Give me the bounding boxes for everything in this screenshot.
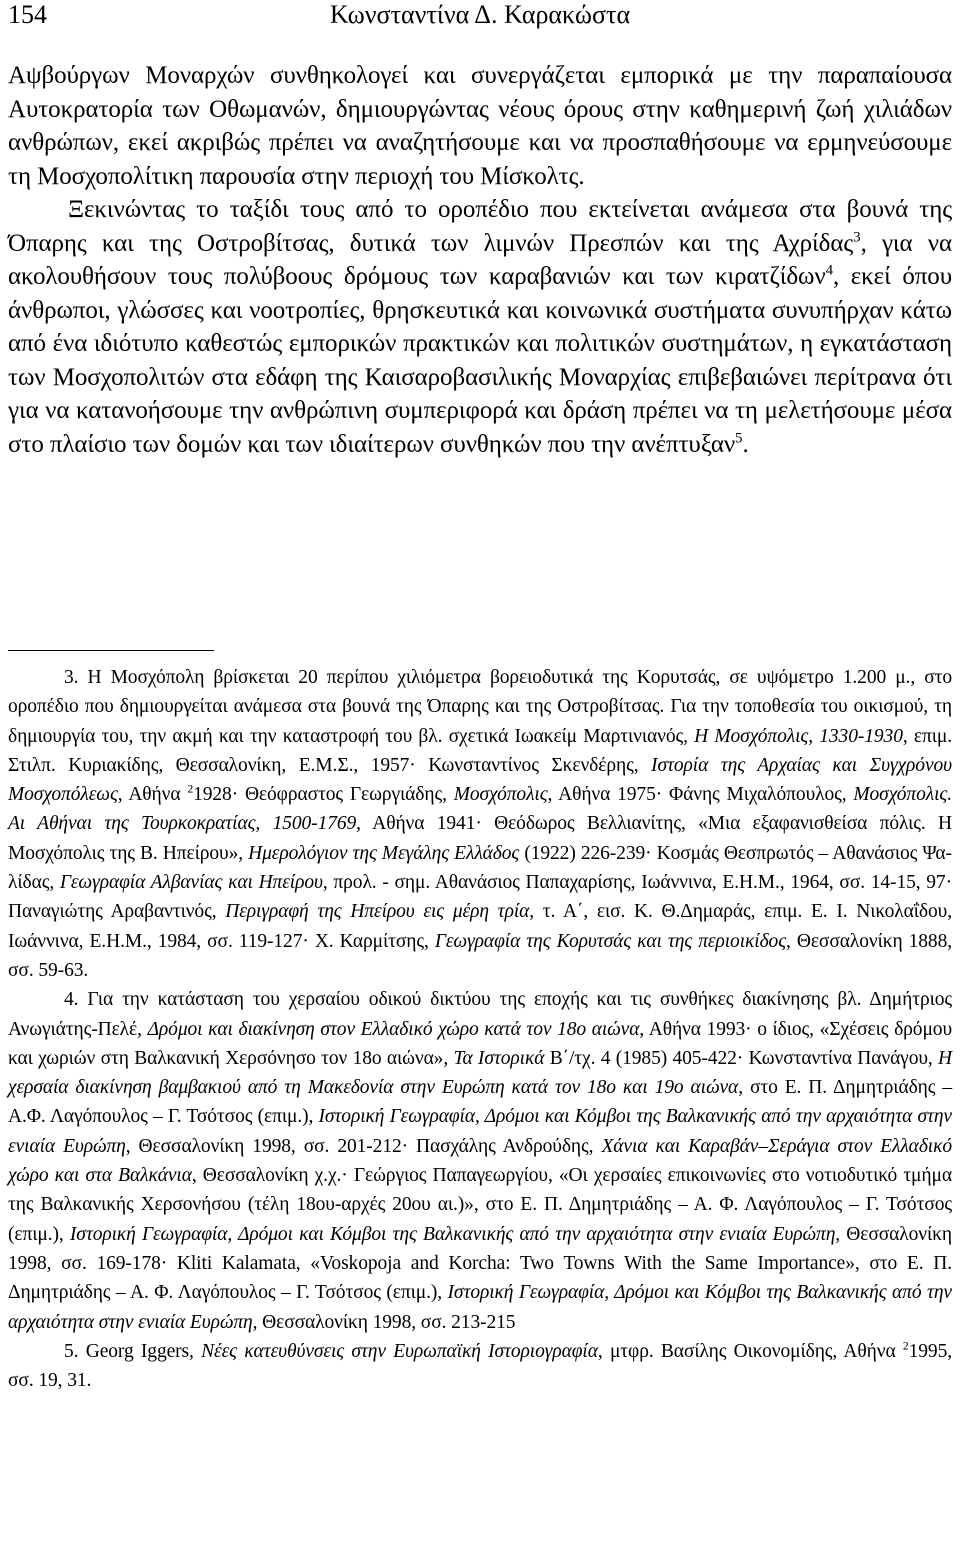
text-run: , Αθήνα 1941· Θεόδωρος Βελλιανίτης, «Μια εξαφανισθείσα πόλις. Η Μοσχόπολις της Β. Ηπείρου», [8, 813, 952, 864]
footnote-ref[interactable]: 4 [825, 262, 833, 279]
title-run: Μοσχόπολις [453, 784, 548, 806]
text-run: , Αθήνα [117, 784, 188, 806]
text-run: , Θεσσαλονίκη 1998, σσ. 201-212· Πασχάλης Ανδρούδης, [125, 1135, 602, 1157]
title-run: Δρόμοι και διακίνηση στον Ελλαδικό χώρο κατά τον 18ο αιώνα [147, 1018, 640, 1040]
text-run: , τ. Α΄, εισ. Κ. Θ.Δημαράς, επιμ. Ε. Ι. Νικολαΐδου, Ιωάννινα, Ε.Η.Μ., 1984, σσ. 119-127· Χ. Καρμίτσης, [8, 901, 952, 952]
text-run: , προλ. - σημ. Αθανάσιος Παπαχαρίσης, Ιωάννινα, Ε.Η.Μ., 1964, σσ. 14-15, 97· Παναγιώτης Αραβαντινός, [8, 872, 952, 923]
footnote-3 [8, 663, 952, 985]
footnote-4 [8, 985, 952, 1337]
title-run: Η Μοσχόπολις, 1330-1930 [694, 725, 903, 747]
title-run: Ιστορική Γεωγραφία, Δρόμοι και Κόμβοι της Βαλκανικής από την αρχαιότητα στην ενιαία Ευρώπη [8, 1282, 952, 1333]
text-run: , μτφρ. Βασίλης Οικονομίδης, Αθήνα [597, 1340, 903, 1362]
title-run: Μοσχόπολις. Αι Αθήναι της Τουρκοκρατίας, 1500-1769 [8, 784, 952, 835]
paragraph: Αψβούργων Μοναρχών συνθηκολογεί και συνεργάζεται εμπορικά με την παραπαίουσα Αυτοκρατορία των Οθωμανών, δημιουργώντας νέους όρους στην καθημερινή ζωή χιλιάδων ανθρώπων, εκεί ακριβώς πρέπει να αναζητήσουμε και να προσπαθήσουμε να ερμηνεύσουμε τη Μοσχοπολίτικη παρουσία στην περιοχή του Μίσκολτς. [8, 62, 952, 190]
text-run: , επιμ. Στιλπ. Κυριακίδης, Θεσσαλονίκη, Ε.Μ.Σ., 1957· Κωνσταντίνος Σκενδέρης, [8, 725, 952, 776]
text-run: , Θεσσαλονίκη 1998, σσ. 169-178· Kliti Kalamata, «Voskopoja and Korcha: Two Towns With the Same Importance», στο Ε. Π. Δημητριάδης – Α. Φ. Λαγόπουλος – Γ. Τσότσος (επιμ.), [8, 1223, 952, 1304]
title-run: Ιστορία της Αρχαίας και Συγχρόνου Μοσχοπόλεως [8, 754, 953, 806]
text-run: , στο Ε. Π. Δημητριάδης – Α.Φ. Λαγόπουλος – Γ. Τσότσος (επιμ.), [8, 1077, 952, 1128]
text-run: . [742, 430, 749, 458]
text-run: 1995, σσ. 19, 31. [8, 1340, 953, 1392]
edition-sup: 2 [902, 1339, 909, 1353]
title-run: Γεωγραφία της Κορυτσάς και της περιοικίδος [434, 930, 787, 952]
text-run: , Θεσσαλονίκη 1998, σσ. 213-215 [252, 1311, 516, 1333]
running-title: Κωνσταντίνα Δ. Καρακώστα [329, 0, 631, 29]
title-run: Ιστορική Γεωγραφία, Δρόμοι και Κόμβοι της Βαλκανικής από την αρχαιότητα στην ενιαία Ευρώπη [8, 1106, 952, 1157]
text-run: 1928· Θεόφραστος Γεωργιάδης, [193, 784, 454, 806]
footnote-separator [8, 650, 214, 651]
text-run: , Θεσσαλονίκη 1888, σσ. 59-63. [8, 930, 952, 981]
text-run: 4. Για την κατάσταση του χερσαίου οδικού δικτύου της εποχής και τις συνθήκες διακίνησης βλ. Δημήτριος Ανωγιάτης-Πελέ, [8, 989, 952, 1040]
paragraph [8, 193, 952, 461]
text-run: , Θεσσαλονίκη χ.χ.· Γεώργιος Παπαγεωργίου, «Οι χερσαίες επικοινωνίες στο νοτιοδυτικό τμήμα της Βαλκανικής Χερσονήσου (τέλη 18ου-αρχές 20ου αι.)», στο Ε. Π. Δημητριάδης – Α. Φ. Λαγόπουλος – Γ. Τσότσος (επιμ.), [8, 1165, 952, 1245]
title-run: Τα Ιστορικά [453, 1047, 545, 1069]
text-run: 5. Georg Iggers, [64, 1340, 202, 1362]
footnotes [8, 663, 952, 1395]
title-run: Γεωγραφία Αλβανίας και Ηπείρου [59, 872, 323, 894]
text-run: Β΄/τχ. 4 (1985) 405-422· Κωνσταντίνα Πανάγου, [544, 1047, 939, 1069]
title-run: Ημερολόγιον της Μεγάλης Ελλάδος [248, 842, 520, 864]
text-run: Ξεκινώντας το ταξίδι τους από το οροπέδιο που εκτείνεται ανάμεσα στα βουνά της Όπαρης και της Οστροβίτσας, δυτικά των λιμνών Πρεσπών και της Αχρίδας [8, 196, 952, 257]
title-run: Νέες κατευθύνσεις στην Ευρωπαϊκή Ιστοριογραφία [201, 1340, 598, 1362]
text-run: , Αθήνα 1975· Φάνης Μιχαλόπουλος, [547, 784, 854, 806]
footnote-5 [8, 1337, 952, 1396]
title-run: Η χερσαία διακίνηση βαμβακιού από τη Μακεδονία στην Ευρώπη κατά τον 18ο και 19ο αιώνα [8, 1047, 953, 1099]
text-run: , Αθήνα 1993· ο ίδιος, «Σχέσεις δρόμου και χωριών στη Βαλκανική Χερσόνησο τον 18ο αιώνα», [8, 1018, 952, 1069]
text-run: , για να ακολουθήσουν τους πολύβοους δρόμους των καραβανιών και των κιρατζίδων [8, 229, 952, 290]
title-run: Ιστορική Γεωγραφία, Δρόμοι και Κόμβοι της Βαλκανικής από την αρχαιότητα στην ενιαία Ευρώπη [69, 1223, 836, 1245]
footnote-ref[interactable]: 3 [853, 229, 861, 246]
title-run: Περιγραφή της Ηπείρου εις μέρη τρία [225, 901, 530, 923]
main-text [8, 59, 952, 461]
footnote-ref[interactable]: 5 [735, 430, 743, 447]
text-run: (1922) 226-239· Κοσμάς Θεσπρωτός – Αθανάσιος Ψαλίδας, [8, 842, 952, 894]
text-run: , εκεί όπου άνθρωποι, γλώσσες και νοοτροπίες, θρησκευτικά και κοινωνικά συστήματα συνυπήρχαν κάτω από ένα ιδιότυπο καθεστώς εμπορικών πρακτικών και πολιτικών συστημάτων, η εγκατάσταση των Μοσχοπολιτών στα εδάφη της Καισαροβασιλικής Μοναρχίας επιβεβαιώνει περίτρανα ότι για να κατανοήσουμε την ανθρώπινη συμπεριφορά και δράση πρέπει να τη μελετήσουμε μέσα στο πλαίσιο των δομών και των ιδιαίτερων συνθηκών που την ανέπτυξαν [8, 263, 952, 458]
edition-sup: 2 [187, 782, 194, 796]
page-number: 154 [8, 0, 47, 29]
page-header [8, 0, 952, 34]
text-run: 3. Η Μοσχόπολη βρίσκεται 20 περίπου χιλιόμετρα βορειοδυτικά της Κορυτσάς, σε υψόμετρο 1.200 μ., στο οροπέδιο που δημιουργείται ανάμεσα στα βουνά της Όπαρης και της Οστροβίτσας. Για την τοποθεσία του οικισμού, τη δημιουργία του, την ακμή και την καταστροφή του βλ. σχετικά Ιωακείμ Μαρτινιανός, [8, 667, 952, 747]
title-run: Χάνια και Καραβάν–Σεράγια στον Ελλαδικό χώρο και στα Βαλκάνια [8, 1135, 953, 1187]
